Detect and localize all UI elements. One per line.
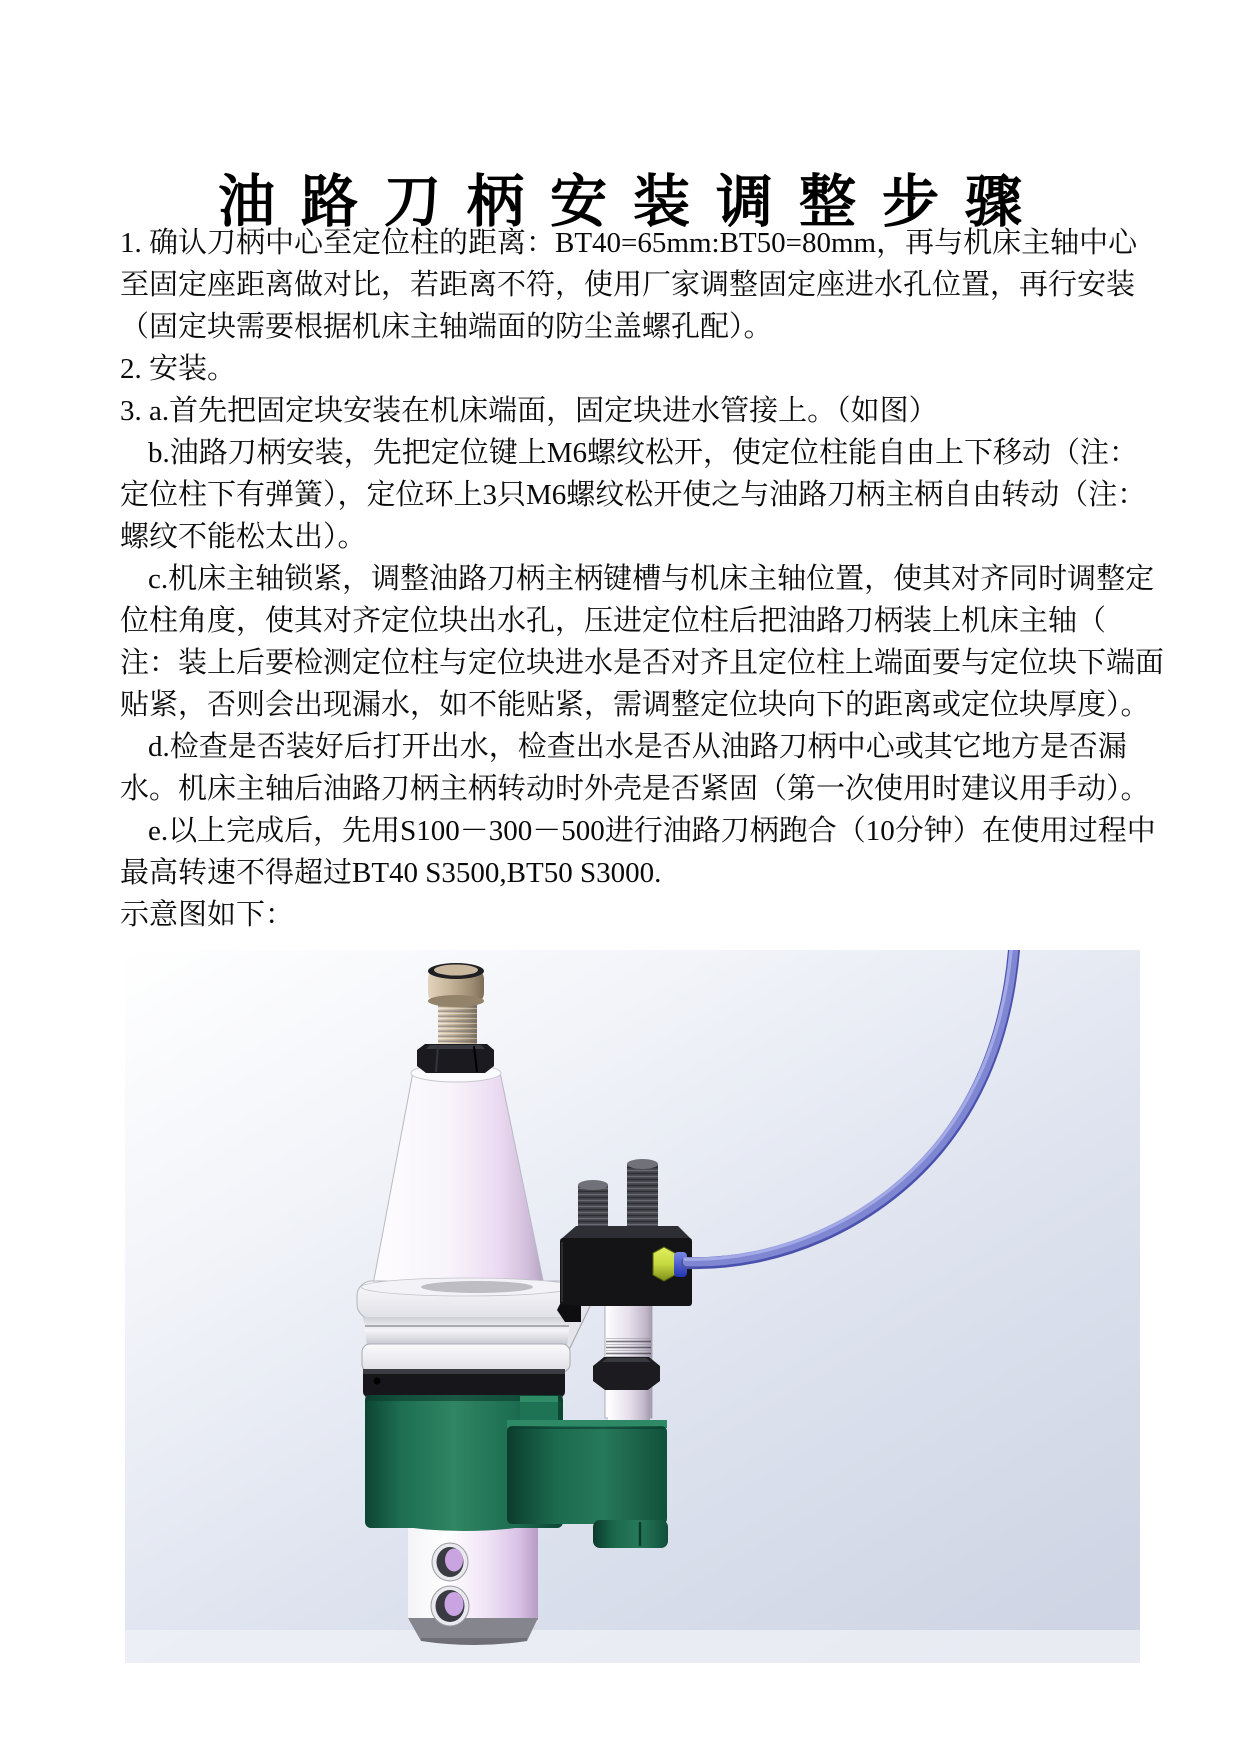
text-line: 注：装上后要检测定位柱与定位块进水是否对齐且定位柱上端面要与定位块下端面 bbox=[120, 647, 1165, 679]
column-hex-nut bbox=[593, 1357, 660, 1390]
schematic-figure bbox=[125, 950, 1140, 1663]
black-seal-ring bbox=[363, 1369, 565, 1397]
text-line: 3. a.首先把固定块安装在机床端面，固定块进水管接上。（如图） bbox=[120, 395, 938, 427]
text-line: 示意图如下： bbox=[120, 899, 295, 931]
text-line: c.机床主轴锁紧，调整油路刀柄主柄键槽与机床主轴位置，使其对齐同时调整定 bbox=[148, 563, 1155, 595]
page-title: 油路刀柄安装调整步骤 bbox=[218, 171, 1048, 235]
threaded-stud-right bbox=[627, 1159, 658, 1234]
text-line: 螺纹不能松太出）。 bbox=[120, 521, 367, 553]
text-line: 最高转速不得超过BT40 S3500,BT50 S3000. bbox=[120, 857, 662, 889]
text-line: 定位柱下有弹簧），定位环上3只M6螺纹松开使之与油路刀柄主柄自由转动（注： bbox=[120, 479, 1147, 511]
text-line: 位柱角度，使其对齐定位块出水孔，压进定位柱后把油路刀柄装上机床主轴（ bbox=[120, 605, 1107, 637]
text-line: 贴紧，否则会出现漏水，如不能贴紧，需调整定位块向下的距离或定位块厚度）。 bbox=[120, 689, 1150, 721]
text-line: 至固定座距离做对比，若距离不符，使用厂家调整固定座进水孔位置，再行安装 bbox=[120, 269, 1136, 301]
bottom-cylinder bbox=[408, 1520, 538, 1645]
text-line: （固定块需要根据机床主轴端面的防尘盖螺孔配）。 bbox=[120, 311, 773, 343]
instruction-text bbox=[120, 222, 1165, 936]
text-line: 水。机床主轴后油路刀柄主柄转动时外壳是否紧固（第一次使用时建议用手动）。 bbox=[120, 773, 1150, 805]
text-line: b.油路刀柄安装，先把定位键上M6螺纹松开，使定位柱能自由上下移动（注： bbox=[148, 437, 1139, 469]
text-line: 1. 确认刀柄中心至定位柱的距离：BT40=65mm:BT50=80mm，再与机床主轴中心 bbox=[120, 227, 1138, 259]
text-line: 2. 安装。 bbox=[120, 353, 237, 385]
text-line: d.检查是否装好后打开出水，检查出水是否从油路刀柄中心或其它地方是否漏 bbox=[148, 731, 1127, 763]
v-groove-flange bbox=[357, 1278, 577, 1372]
pull-stud-lock-nut bbox=[417, 1044, 494, 1073]
text-line: e.以上完成后，先用S100－300－500进行油路刀柄跑合（10分钟）在使用过程中 bbox=[148, 815, 1156, 847]
tool-holder-illustration bbox=[125, 950, 1140, 1663]
